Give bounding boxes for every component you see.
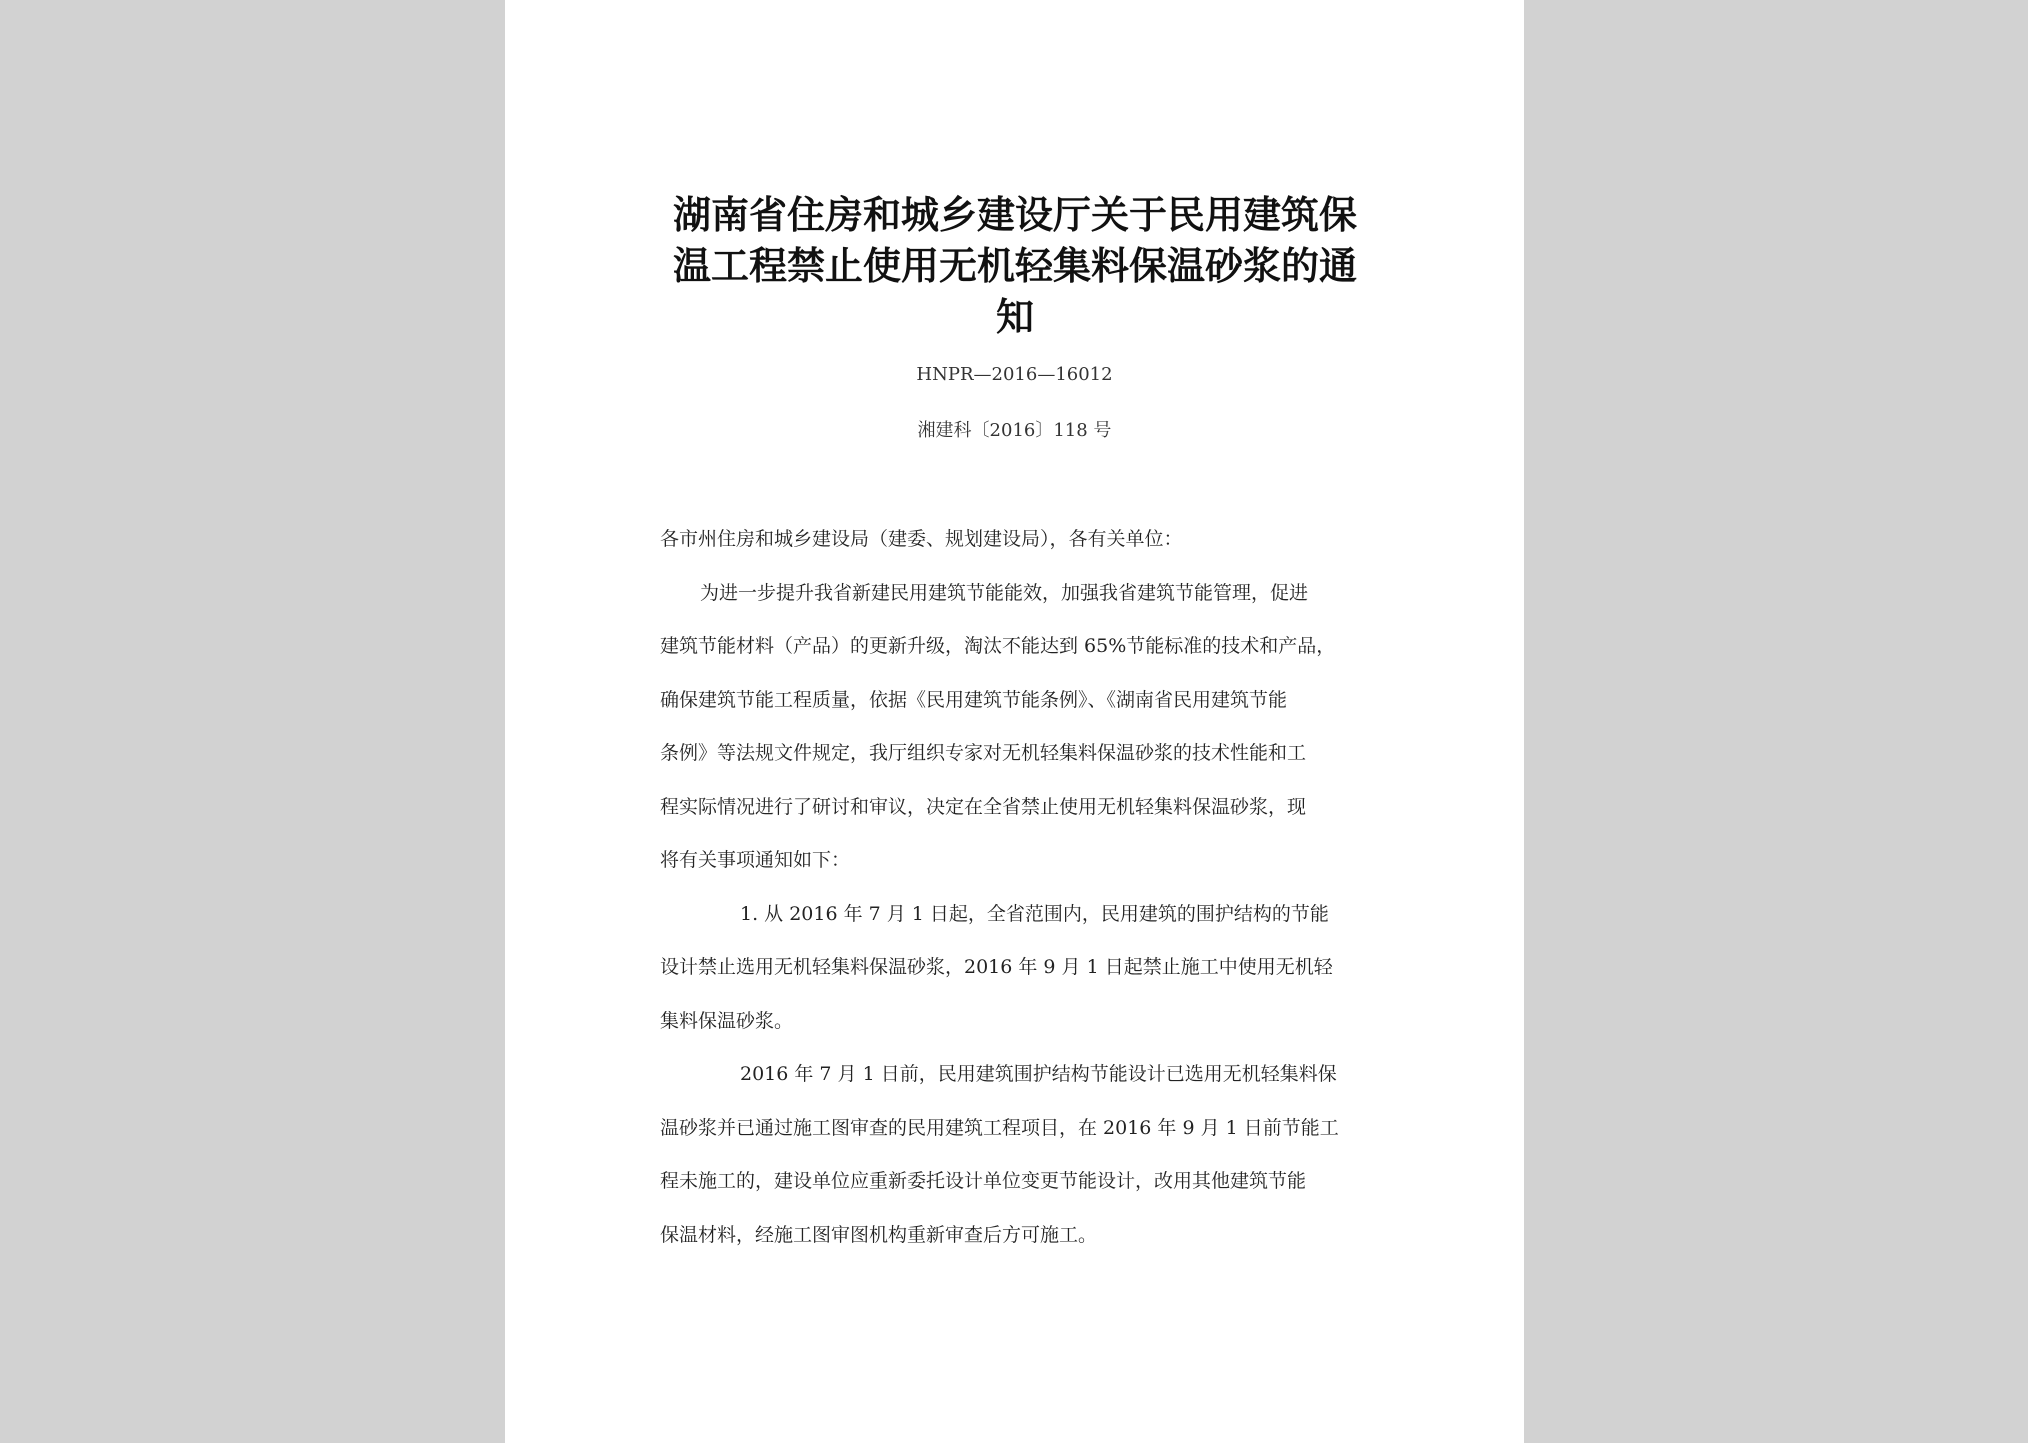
paragraph-line: 1. 从 2016 年 7 月 1 日起，全省范围内，民用建筑的围护结构的节能: [740, 902, 1329, 925]
title-line: 知: [995, 295, 1034, 339]
document-code: HNPR—2016—16012: [916, 364, 1113, 385]
paragraph-line: 集料保温砂浆。: [660, 1009, 794, 1032]
salutation-line: 各市州住房和城乡建设局（建委、规划建设局），各有关单位：: [660, 528, 1183, 550]
title-line: 湖南省住房和城乡建设厅关于民用建筑保: [672, 193, 1357, 237]
paragraph-line: 2016 年 7 月 1 日前，民用建筑围护结构节能设计已选用无机轻集料保: [740, 1063, 1337, 1085]
paragraph-line: 将有关事项通知如下：: [660, 849, 851, 871]
paragraph-line: 程实际情况进行了研讨和审议，决定在全省禁止使用无机轻集料保温砂浆，现: [660, 795, 1307, 818]
document-page: [505, 0, 1524, 1443]
paragraph-line: 保温材料，经施工图审图机构重新审查后方可施工。: [660, 1223, 1098, 1246]
paragraph-line: 温砂浆并已通过施工图审查的民用建筑工程项目，在 2016 年 9 月 1 日前节能工: [660, 1116, 1339, 1139]
paragraph-line: 建筑节能材料（产品）的更新升级，淘汰不能达到 65%节能标准的技术和产品，: [660, 635, 1336, 657]
title-line: 温工程禁止使用无机轻集料保温砂浆的通: [672, 244, 1357, 288]
paragraph-line: 条例》等法规文件规定，我厅组织专家对无机轻集料保温砂浆的技术性能和工: [660, 742, 1307, 764]
paragraph-line: 确保建筑节能工程质量，依据《民用建筑节能条例》、《湖南省民用建筑节能: [660, 688, 1288, 711]
document-title: [655, 190, 1375, 343]
document-body: [660, 513, 1380, 1262]
paragraph-line: 设计禁止选用无机轻集料保温砂浆，2016 年 9 月 1 日起禁止施工中使用无机轻: [660, 956, 1333, 978]
paragraph-line: 为进一步提升我省新建民用建筑节能能效，加强我省建筑节能管理，促进: [700, 581, 1309, 604]
document-number: 湘建科〔2016〕118 号: [917, 420, 1112, 441]
paragraph-line: 程未施工的，建设单位应重新委托设计单位变更节能设计，改用其他建筑节能: [660, 1170, 1307, 1192]
